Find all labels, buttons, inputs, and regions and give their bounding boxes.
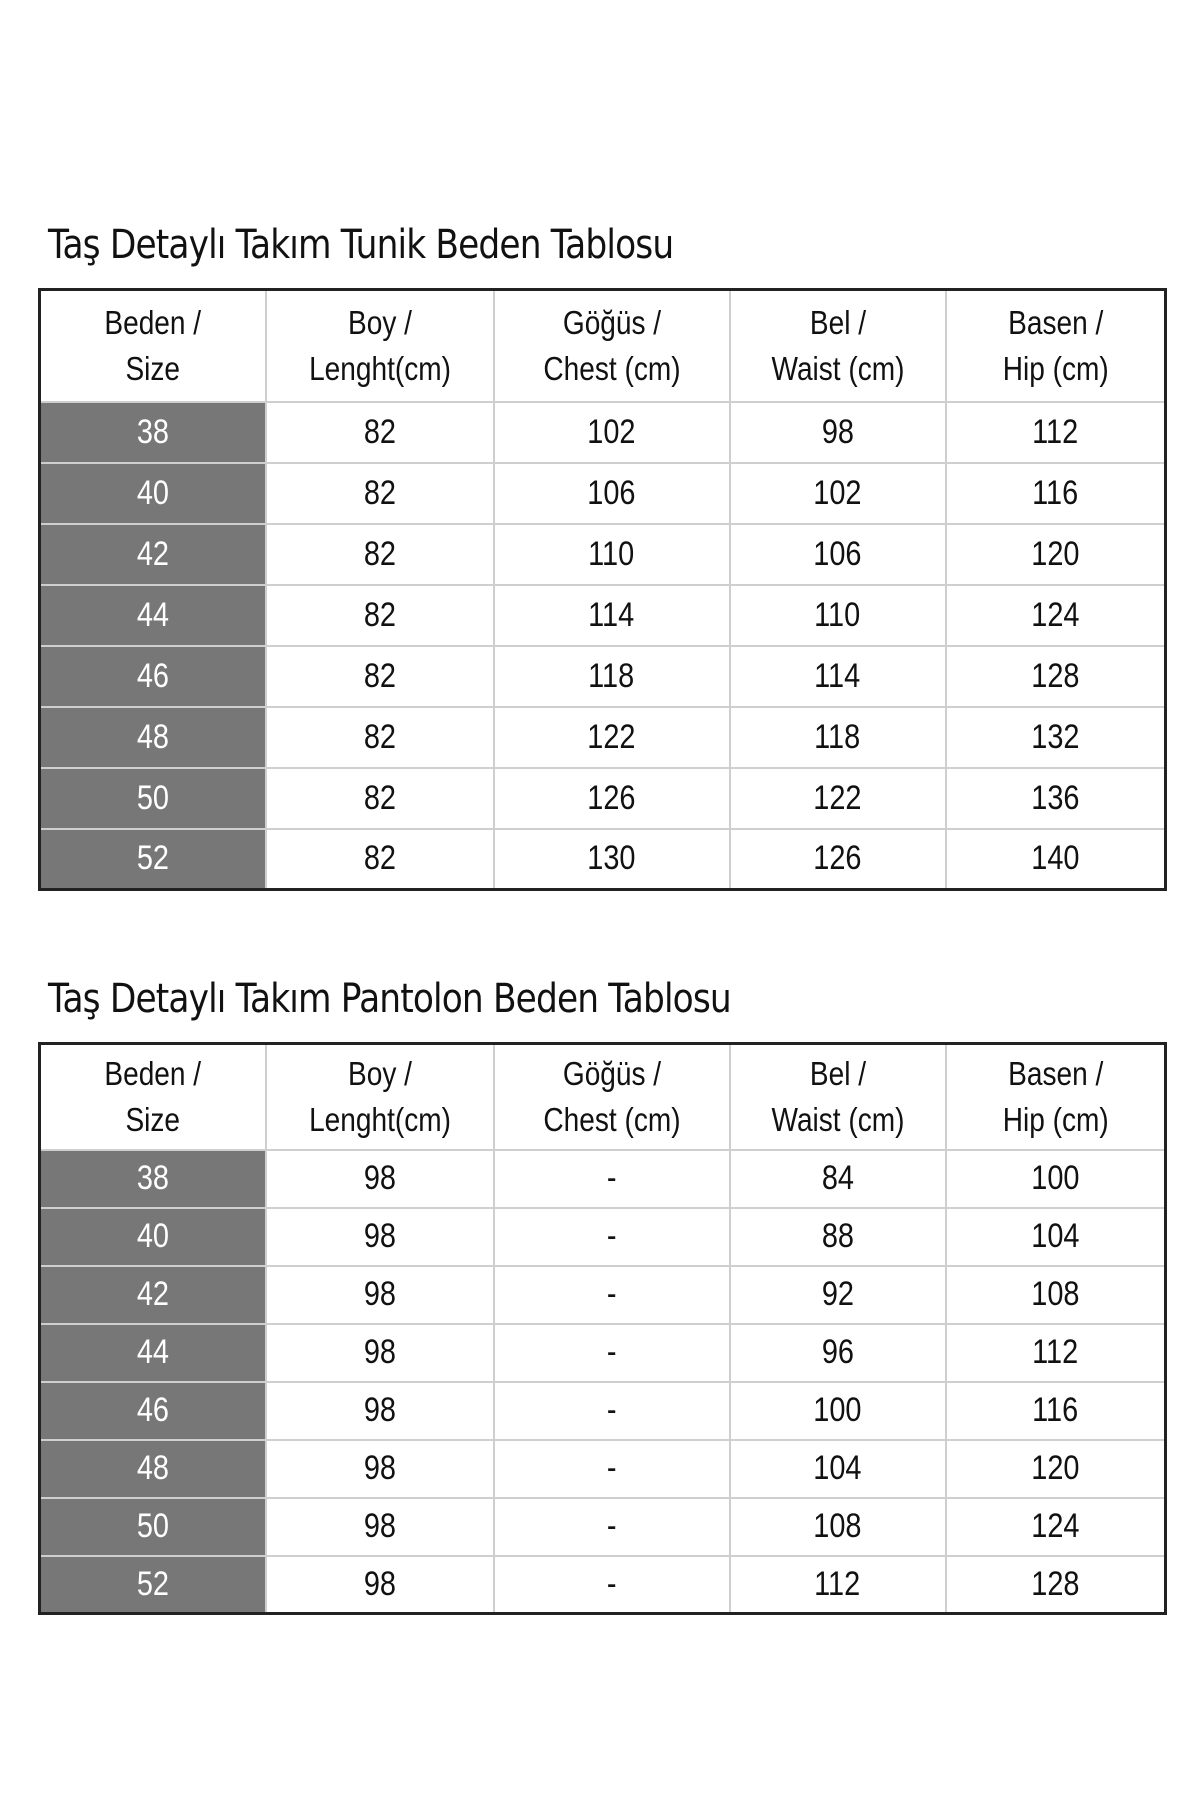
cell-value: 46 xyxy=(136,1391,169,1429)
cell-value: 82 xyxy=(363,839,396,878)
cell-chest xyxy=(494,646,730,707)
table-row xyxy=(40,1556,1166,1614)
cell-length xyxy=(266,524,494,585)
table-row xyxy=(40,1208,1166,1266)
tunik-table-body xyxy=(40,402,1166,890)
cell-size xyxy=(40,1208,266,1266)
cell-value: 128 xyxy=(1031,1564,1080,1603)
cell-hip xyxy=(946,463,1166,524)
cell-value: 116 xyxy=(1032,473,1079,512)
cell-value: - xyxy=(606,1217,617,1255)
header-hip: Basen / Hip (cm) xyxy=(946,290,1166,402)
cell-value: 140 xyxy=(1031,839,1080,878)
cell-length xyxy=(266,1440,494,1498)
table-row xyxy=(40,1498,1166,1556)
cell-size xyxy=(40,829,266,890)
header-length: Boy / Lenght(cm) xyxy=(266,290,494,402)
cell-value: 50 xyxy=(136,1507,169,1545)
cell-hip xyxy=(946,1440,1166,1498)
cell-value: 92 xyxy=(821,1275,854,1313)
table-row xyxy=(40,768,1166,829)
cell-chest xyxy=(494,1208,730,1266)
cell-chest xyxy=(494,463,730,524)
cell-chest xyxy=(494,524,730,585)
cell-value: 128 xyxy=(1031,656,1080,695)
cell-value: 100 xyxy=(1031,1159,1080,1197)
cell-value: 136 xyxy=(1031,778,1080,817)
cell-value: 96 xyxy=(821,1333,854,1371)
cell-value: 118 xyxy=(814,717,861,756)
header-size: Beden / Size xyxy=(40,290,266,402)
cell-size xyxy=(40,463,266,524)
cell-value: 124 xyxy=(1031,595,1080,634)
cell-value: 82 xyxy=(363,412,396,451)
cell-value: 98 xyxy=(363,1507,396,1545)
cell-length xyxy=(266,1266,494,1324)
cell-length xyxy=(266,1382,494,1440)
cell-value: 84 xyxy=(821,1159,854,1197)
cell-value: 108 xyxy=(813,1507,862,1545)
cell-value: 120 xyxy=(1031,1449,1080,1487)
cell-value: 118 xyxy=(588,656,635,695)
cell-waist xyxy=(730,1324,946,1382)
cell-value: 120 xyxy=(1031,534,1080,573)
cell-length xyxy=(266,1324,494,1382)
cell-waist xyxy=(730,524,946,585)
cell-hip xyxy=(946,768,1166,829)
header-waist: Bel / Waist (cm) xyxy=(730,290,946,402)
cell-value: 124 xyxy=(1031,1507,1080,1545)
cell-value: - xyxy=(606,1564,617,1603)
cell-waist xyxy=(730,1150,946,1208)
cell-hip xyxy=(946,524,1166,585)
cell-size xyxy=(40,646,266,707)
cell-hip xyxy=(946,1324,1166,1382)
cell-value: 42 xyxy=(136,1275,169,1313)
cell-chest xyxy=(494,1440,730,1498)
cell-chest xyxy=(494,402,730,463)
cell-hip xyxy=(946,1150,1166,1208)
cell-value: 82 xyxy=(363,778,396,817)
pantolon-table-body xyxy=(40,1150,1166,1614)
cell-chest xyxy=(494,1382,730,1440)
table-row xyxy=(40,646,1166,707)
cell-length xyxy=(266,768,494,829)
cell-chest xyxy=(494,768,730,829)
cell-value: 98 xyxy=(363,1564,396,1603)
header-hip: Basen / Hip (cm) xyxy=(946,1044,1166,1150)
cell-hip xyxy=(946,829,1166,890)
cell-value: 38 xyxy=(136,412,169,451)
cell-hip xyxy=(946,1208,1166,1266)
cell-length xyxy=(266,585,494,646)
table-row xyxy=(40,1324,1166,1382)
table-row xyxy=(40,829,1166,890)
cell-chest xyxy=(494,1266,730,1324)
cell-hip xyxy=(946,1498,1166,1556)
cell-value: 104 xyxy=(813,1449,862,1487)
cell-value: 88 xyxy=(821,1217,854,1255)
cell-waist xyxy=(730,646,946,707)
cell-value: 98 xyxy=(363,1391,396,1429)
cell-value: 98 xyxy=(363,1217,396,1255)
table-row xyxy=(40,707,1166,768)
cell-value: 114 xyxy=(588,595,635,634)
cell-value: 82 xyxy=(363,534,396,573)
cell-value: 132 xyxy=(1031,717,1080,756)
cell-value: 48 xyxy=(136,1449,169,1487)
cell-value: 50 xyxy=(136,778,169,817)
cell-size xyxy=(40,585,266,646)
cell-value: 46 xyxy=(136,656,169,695)
cell-length xyxy=(266,1208,494,1266)
cell-length xyxy=(266,1150,494,1208)
cell-size xyxy=(40,707,266,768)
header-size: Beden / Size xyxy=(40,1044,266,1150)
cell-value: 98 xyxy=(363,1449,396,1487)
cell-value: - xyxy=(606,1507,617,1545)
table-row xyxy=(40,524,1166,585)
cell-waist xyxy=(730,1266,946,1324)
cell-value: 48 xyxy=(136,717,169,756)
cell-value: 100 xyxy=(813,1391,862,1429)
table-row xyxy=(40,1440,1166,1498)
pantolon-size-table xyxy=(38,1042,1167,1615)
cell-chest xyxy=(494,1498,730,1556)
cell-length xyxy=(266,463,494,524)
cell-value: 102 xyxy=(813,473,862,512)
cell-size xyxy=(40,1382,266,1440)
cell-waist xyxy=(730,1208,946,1266)
cell-value: 82 xyxy=(363,717,396,756)
table-row xyxy=(40,463,1166,524)
cell-value: 112 xyxy=(814,1564,861,1603)
table-header-row xyxy=(40,1044,1166,1150)
cell-waist xyxy=(730,1382,946,1440)
cell-value: - xyxy=(606,1449,617,1487)
cell-value: 110 xyxy=(814,595,861,634)
cell-length xyxy=(266,707,494,768)
cell-hip xyxy=(946,646,1166,707)
cell-value: 82 xyxy=(363,473,396,512)
cell-length xyxy=(266,402,494,463)
cell-value: 130 xyxy=(587,839,636,878)
cell-value: 122 xyxy=(587,717,636,756)
cell-value: 40 xyxy=(136,1217,169,1255)
cell-value: 106 xyxy=(587,473,636,512)
cell-chest xyxy=(494,1324,730,1382)
cell-value: 106 xyxy=(813,534,862,573)
tunik-size-table xyxy=(38,288,1167,891)
cell-value: 82 xyxy=(363,656,396,695)
cell-value: 108 xyxy=(1031,1275,1080,1313)
cell-chest xyxy=(494,585,730,646)
cell-value: 98 xyxy=(363,1159,396,1197)
cell-size xyxy=(40,1556,266,1614)
cell-waist xyxy=(730,585,946,646)
cell-hip xyxy=(946,1382,1166,1440)
cell-value: 52 xyxy=(136,1564,169,1603)
cell-length xyxy=(266,829,494,890)
cell-size xyxy=(40,1440,266,1498)
cell-hip xyxy=(946,585,1166,646)
cell-value: 104 xyxy=(1031,1217,1080,1255)
cell-value: 114 xyxy=(814,656,861,695)
cell-waist xyxy=(730,402,946,463)
cell-hip xyxy=(946,402,1166,463)
cell-value: 116 xyxy=(1032,1391,1079,1429)
cell-chest xyxy=(494,1150,730,1208)
cell-value: 126 xyxy=(813,839,862,878)
cell-value: 102 xyxy=(587,412,636,451)
header-waist: Bel / Waist (cm) xyxy=(730,1044,946,1150)
table-row xyxy=(40,402,1166,463)
cell-value: 44 xyxy=(136,595,169,634)
cell-value: 126 xyxy=(587,778,636,817)
cell-size xyxy=(40,1150,266,1208)
cell-value: 112 xyxy=(1032,412,1079,451)
cell-value: 38 xyxy=(136,1159,169,1197)
table-row xyxy=(40,1266,1166,1324)
cell-value: 44 xyxy=(136,1333,169,1371)
table-header-row xyxy=(40,290,1166,402)
cell-value: - xyxy=(606,1159,617,1197)
cell-value: 110 xyxy=(588,534,635,573)
cell-value: 98 xyxy=(363,1333,396,1371)
cell-value: 98 xyxy=(363,1275,396,1313)
cell-value: 98 xyxy=(821,412,854,451)
cell-size xyxy=(40,1266,266,1324)
cell-value: - xyxy=(606,1275,617,1313)
tunik-table-title: Taş Detaylı Takım Tunik Beden Tablosu xyxy=(48,222,674,268)
cell-waist xyxy=(730,1440,946,1498)
table-row xyxy=(40,585,1166,646)
cell-waist xyxy=(730,463,946,524)
cell-value: 42 xyxy=(136,534,169,573)
cell-waist xyxy=(730,829,946,890)
cell-size xyxy=(40,1498,266,1556)
cell-value: 40 xyxy=(136,473,169,512)
cell-value: - xyxy=(606,1333,617,1371)
cell-value: 122 xyxy=(813,778,862,817)
cell-size xyxy=(40,768,266,829)
cell-waist xyxy=(730,707,946,768)
cell-size xyxy=(40,524,266,585)
cell-value: - xyxy=(606,1391,617,1429)
header-chest: Göğüs / Chest (cm) xyxy=(494,1044,730,1150)
cell-waist xyxy=(730,768,946,829)
cell-chest xyxy=(494,1556,730,1614)
cell-hip xyxy=(946,707,1166,768)
cell-size xyxy=(40,402,266,463)
table-row xyxy=(40,1382,1166,1440)
cell-length xyxy=(266,1498,494,1556)
cell-hip xyxy=(946,1266,1166,1324)
cell-chest xyxy=(494,829,730,890)
header-length: Boy / Lenght(cm) xyxy=(266,1044,494,1150)
cell-waist xyxy=(730,1556,946,1614)
header-chest: Göğüs / Chest (cm) xyxy=(494,290,730,402)
cell-length xyxy=(266,1556,494,1614)
cell-value: 82 xyxy=(363,595,396,634)
cell-value: 52 xyxy=(136,839,169,878)
cell-waist xyxy=(730,1498,946,1556)
cell-value: 112 xyxy=(1032,1333,1079,1371)
cell-length xyxy=(266,646,494,707)
pantolon-table-title: Taş Detaylı Takım Pantolon Beden Tablosu xyxy=(48,976,731,1022)
cell-size xyxy=(40,1324,266,1382)
cell-chest xyxy=(494,707,730,768)
cell-hip xyxy=(946,1556,1166,1614)
table-row xyxy=(40,1150,1166,1208)
